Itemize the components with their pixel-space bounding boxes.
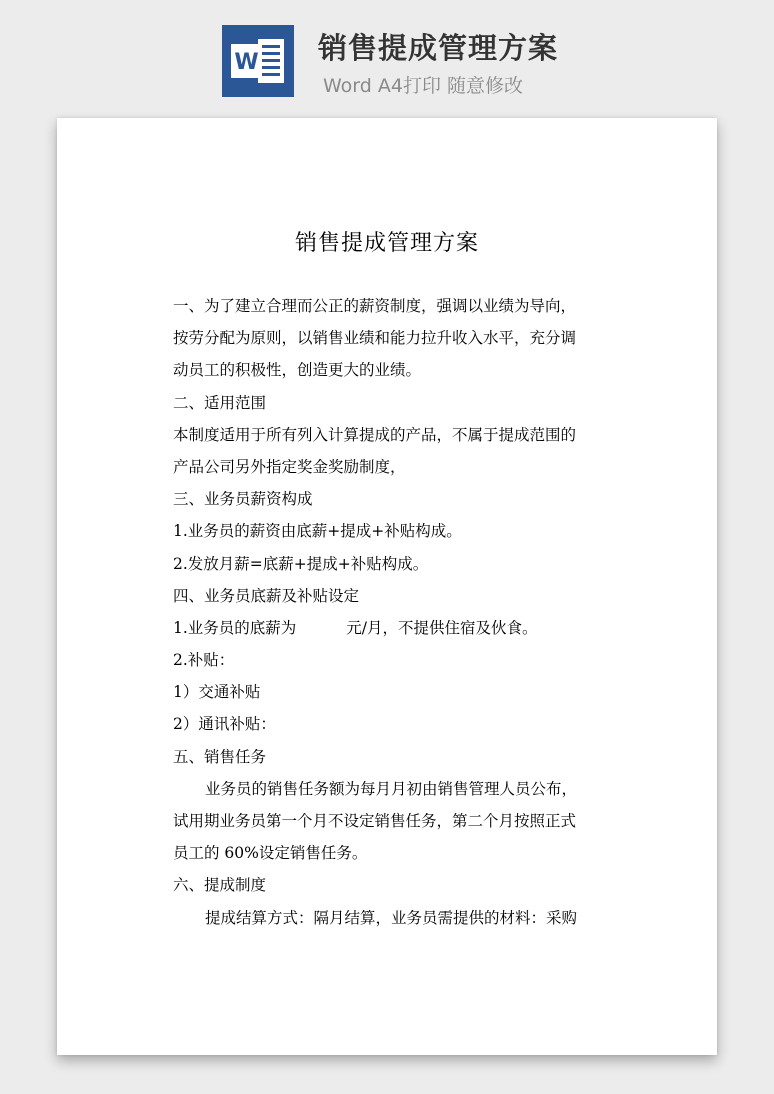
section-heading: 四、业务员底薪及补贴设定	[173, 586, 360, 605]
header-title: 销售提成管理方案	[318, 31, 559, 65]
word-icon-letter: W	[234, 50, 259, 75]
paragraph-line: 提成结算方式：隔月结算，业务员需提供的材料：采购	[205, 908, 578, 927]
paragraph-line: 1.业务员的薪资由底薪+提成+补贴构成。	[173, 522, 462, 541]
paragraph-line: 按劳分配为原则，以销售业绩和能力拉升收入水平，充分调	[173, 329, 577, 348]
paragraph-line: 业务员的销售任务额为每月月初由销售管理人员公布，	[205, 779, 578, 798]
base-salary-unit: 元/月，不提供住宿及伙食。	[346, 618, 538, 637]
paragraph-line: 产品公司另外指定奖金奖励制度，	[173, 457, 406, 476]
header-subtitle: Word A4打印 随意修改	[323, 75, 524, 97]
paragraph-line: 员工的 60%设定销售任务。	[173, 844, 368, 863]
template-header	[0, 0, 774, 118]
section-heading: 二、适用范围	[173, 393, 267, 412]
section-heading: 六、提成制度	[173, 876, 267, 895]
list-item: 2）通讯补贴：	[173, 715, 276, 734]
document-body	[173, 290, 613, 934]
section-heading: 三、业务员薪资构成	[173, 490, 313, 509]
paragraph-line	[173, 612, 613, 644]
paragraph-line: 本制度适用于所有列入计算提成的产品，不属于提成范围的	[173, 425, 577, 444]
paragraph-line: 动员工的积极性，创造更大的业绩。	[173, 361, 422, 380]
paragraph-line: 试用期业务员第一个月不设定销售任务，第二个月按照正式	[173, 812, 577, 830]
section-heading: 五、销售任务	[173, 747, 267, 766]
list-item: 1）交通补贴	[173, 683, 261, 702]
document-page	[57, 118, 717, 1055]
paragraph-line: 一、为了建立合理而公正的薪资制度，强调以业绩为导向，	[173, 297, 577, 315]
document-title: 销售提成管理方案	[294, 231, 479, 256]
paragraph-line: 2.发放月薪=底薪+提成+补贴构成。	[173, 554, 429, 573]
base-salary-label: 1.业务员的底薪为	[173, 618, 297, 637]
watermark	[78, 462, 96, 480]
word-icon	[222, 25, 294, 97]
paragraph-line: 2.补贴：	[173, 651, 235, 670]
